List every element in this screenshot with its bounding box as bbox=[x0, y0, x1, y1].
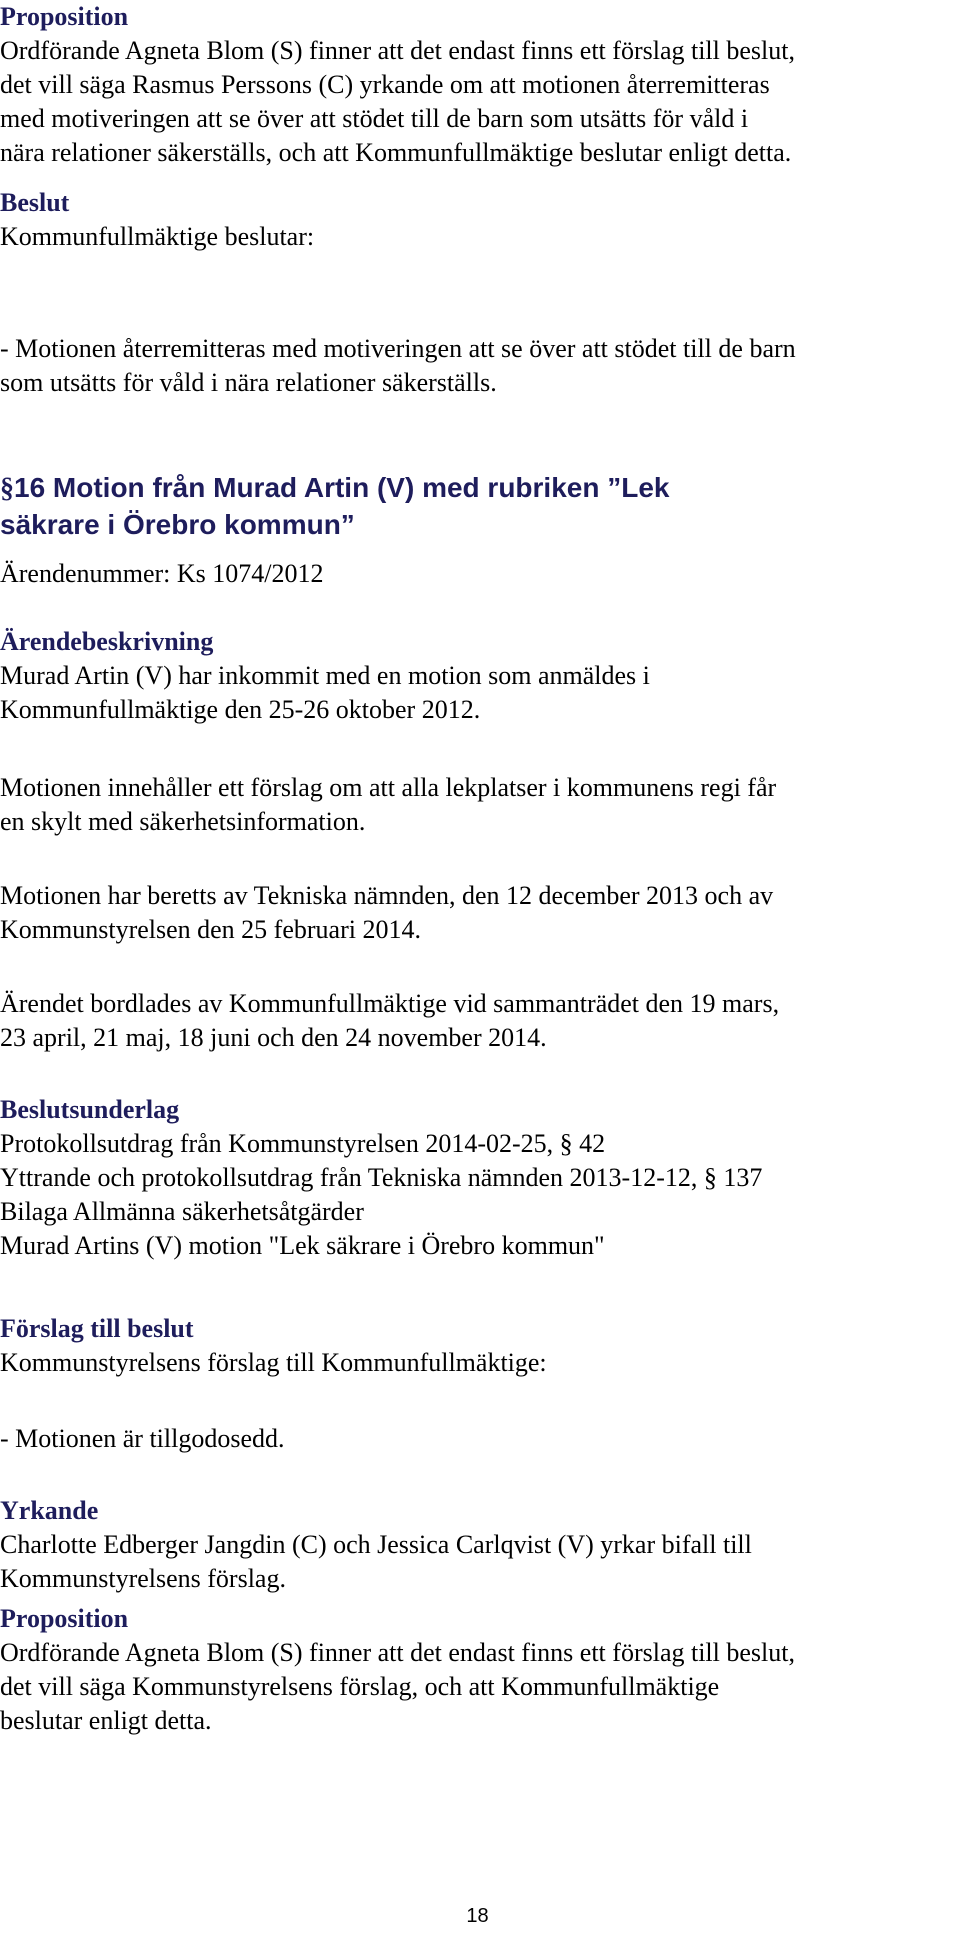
case-number: Ärendenummer: Ks 1074/2012 bbox=[0, 559, 324, 588]
description-section bbox=[0, 625, 955, 727]
body-line: Ordförande Agneta Blom (S) finner att det endast finns ett förslag till beslut, bbox=[0, 36, 795, 65]
proposal-section bbox=[0, 1312, 955, 1380]
body-line: med motiveringen att se över att stödet till de barn som utsätts för våld i bbox=[0, 104, 749, 133]
item-title-line-1: 16 Motion från Murad Artin (V) med rubriken ”Lek bbox=[14, 472, 670, 503]
body-line: nära relationer säkerställs, och att Kommunfullmäktige beslutar enligt detta. bbox=[0, 138, 792, 167]
basis-line: Murad Artins (V) motion "Lek säkrare i Örebro kommun" bbox=[0, 1231, 605, 1260]
page-footer bbox=[0, 1905, 955, 1928]
basis-line: Protokollsutdrag från Kommunstyrelsen 2014-02-25, § 42 bbox=[0, 1129, 606, 1158]
body-line: som utsätts för våld i nära relationer säkerställs. bbox=[0, 368, 497, 397]
section-symbol: § bbox=[559, 1129, 573, 1158]
basis-heading: Beslutsunderlag bbox=[0, 1095, 180, 1124]
agenda-item-title bbox=[0, 470, 955, 543]
section-symbol: § bbox=[0, 473, 14, 504]
basis-line: Bilaga Allmänna säkerhetsåtgärder bbox=[0, 1197, 364, 1226]
decision-heading: Beslut bbox=[0, 188, 70, 217]
body-line: en skylt med säkerhetsinformation. bbox=[0, 807, 366, 836]
proposition-heading: Proposition bbox=[0, 1604, 129, 1633]
basis-section bbox=[0, 1093, 955, 1263]
basis-line: Yttrande och protokollsutdrag från Tekniska nämnden 2013-12-12, § 137 bbox=[0, 1163, 763, 1192]
motion-claims-heading: Yrkande bbox=[0, 1496, 99, 1525]
proposition-heading: Proposition bbox=[0, 2, 129, 31]
decision-text bbox=[0, 332, 955, 400]
item-title-line-2: säkrare i Örebro kommun” bbox=[0, 509, 355, 540]
body-line: det vill säga Rasmus Perssons (C) yrkande om att motionen återremitteras bbox=[0, 70, 770, 99]
body-line: Ärendet bordlades av Kommunfullmäktige vid sammanträdet den 19 mars, bbox=[0, 989, 780, 1018]
body-line: - Motionen återremitteras med motiveringen att se över att stödet till de barn bbox=[0, 334, 796, 363]
body-line: Murad Artin (V) har inkommit med en motion som anmäldes i bbox=[0, 661, 650, 690]
body-line: beslutar enligt detta. bbox=[0, 1706, 212, 1735]
body-line: Ordförande Agneta Blom (S) finner att det endast finns ett förslag till beslut, bbox=[0, 1638, 795, 1667]
page-number: 18 bbox=[466, 1905, 489, 1927]
decision-intro: Kommunfullmäktige beslutar: bbox=[0, 222, 315, 251]
section-symbol: § bbox=[703, 1163, 717, 1192]
motion-claims-section bbox=[0, 1494, 955, 1596]
body-line: Motionen har beretts av Tekniska nämnden, den 12 december 2013 och av bbox=[0, 881, 774, 910]
description-paragraph-3 bbox=[0, 879, 955, 947]
proposition-section-2 bbox=[0, 1602, 955, 1738]
proposal-intro: Kommunstyrelsens förslag till Kommunfullmäktige: bbox=[0, 1348, 547, 1377]
body-line: 23 april, 21 maj, 18 juni och den 24 november 2014. bbox=[0, 1023, 547, 1052]
body-line: Kommunfullmäktige den 25-26 oktober 2012. bbox=[0, 695, 481, 724]
body-line: Kommunstyrelsens förslag. bbox=[0, 1564, 286, 1593]
body-line: Kommunstyrelsen den 25 februari 2014. bbox=[0, 915, 421, 944]
body-line: det vill säga Kommunstyrelsens förslag, och att Kommunfullmäktige bbox=[0, 1672, 720, 1701]
description-paragraph-2 bbox=[0, 771, 955, 839]
body-line: - Motionen är tillgodosedd. bbox=[0, 1424, 285, 1453]
proposal-heading: Förslag till beslut bbox=[0, 1314, 194, 1343]
proposal-text bbox=[0, 1422, 955, 1456]
body-line: Charlotte Edberger Jangdin (C) och Jessica Carlqvist (V) yrkar bifall till bbox=[0, 1530, 752, 1559]
decision-section bbox=[0, 186, 955, 254]
proposition-section-1 bbox=[0, 0, 955, 170]
description-paragraph-4 bbox=[0, 987, 955, 1055]
description-heading: Ärendebeskrivning bbox=[0, 627, 214, 656]
body-line: Motionen innehåller ett förslag om att alla lekplatser i kommunens regi får bbox=[0, 773, 777, 802]
